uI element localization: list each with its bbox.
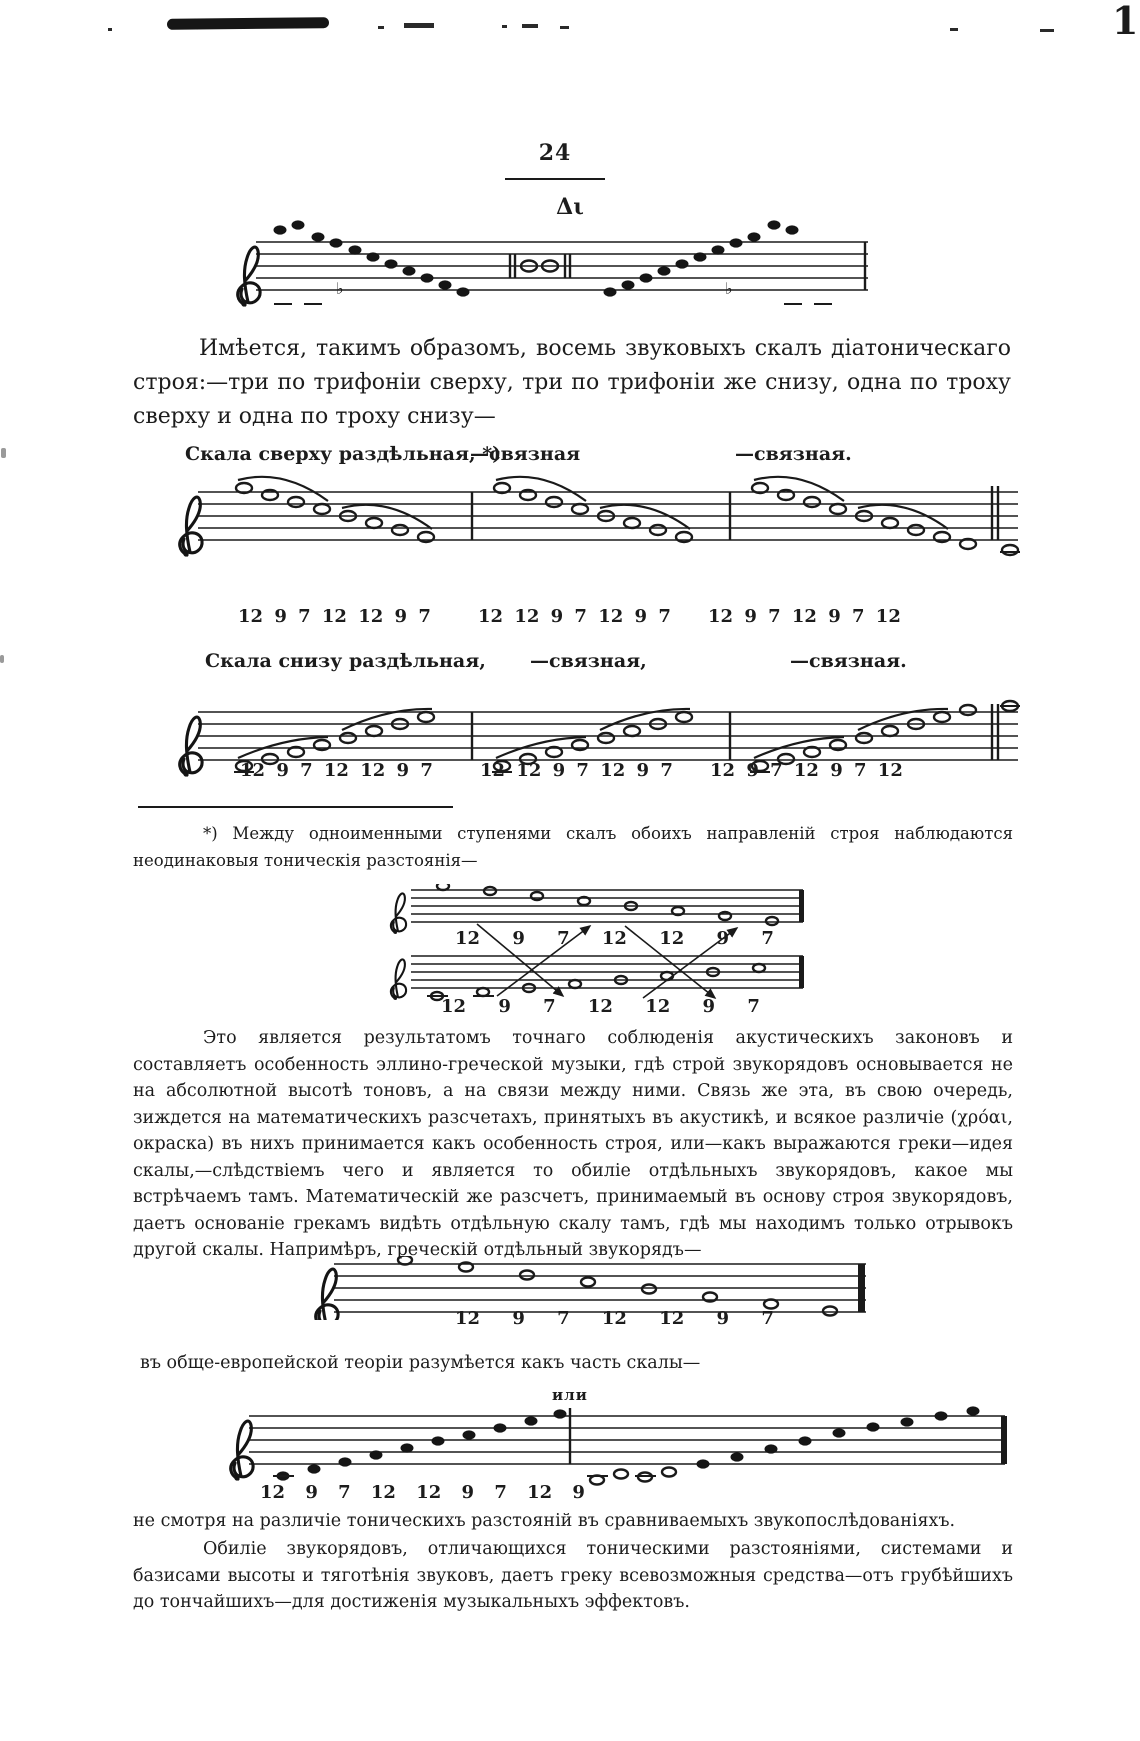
- scale-above-numbers-2: 12 12 9 7 12 9 7: [478, 606, 671, 627]
- bottom-staff-notes: [427, 964, 765, 1000]
- footnote-text: *) Между одноименными ступенями скалъ обоихъ направленій строя наблюдаются неодинаковыя тоническія разстоянія—: [133, 824, 1013, 870]
- page-number-rule: [505, 178, 605, 180]
- flat-signs: [336, 279, 733, 298]
- european-theory-line: въ обще-европейской теоріи разумѣется какъ часть скалы—: [140, 1353, 701, 1373]
- closing-paragraph: Обиліе звукорядовъ, отличающихся тоническими разстояніями, системами и базисами высоты и тяготѣнія звуковъ, даетъ греку всевозможныя средства—отъ грубѣйшихъ до тончайшихъ—для достиженія музыкальныхъ эффектовъ.: [133, 1539, 1013, 1612]
- greek-scale-numbers: 12 9 7 12 12 9 7: [455, 1308, 774, 1329]
- staff-lines: [256, 242, 868, 290]
- scan-dash-artifact: [950, 28, 958, 31]
- treble-clef-icon: [231, 1421, 253, 1481]
- treble-clef-icon: [180, 497, 202, 557]
- footnote-figure: [385, 884, 815, 1024]
- part-scale-numbers: 12 9 7 12 12 9 7 12 9: [260, 1482, 585, 1503]
- music-staff-overview: [228, 218, 883, 322]
- treble-clef-icon: [238, 247, 260, 307]
- descending-notes: [274, 220, 470, 296]
- corner-page-mark: 1: [1112, 0, 1139, 43]
- scale-below-numbers-1: 12 9 7 12 12 9 7: [240, 760, 433, 781]
- scan-dash-artifact: [404, 23, 434, 28]
- music-staff-part-scale: [225, 1402, 1010, 1490]
- measure-2-notes: [494, 477, 692, 542]
- or-label: или: [552, 1386, 588, 1404]
- scan-dash-artifact: [108, 28, 112, 31]
- scan-speck: [1, 448, 6, 458]
- scan-smear-artifact: [167, 17, 329, 30]
- scale-above-caption-2: —связная: [470, 443, 581, 465]
- scan-dash-artifact: [1040, 29, 1054, 32]
- scale-above-numbers-1: 12 9 7 12 12 9 7: [238, 606, 431, 627]
- scale-below-caption-2: —связная,: [530, 650, 647, 672]
- page-number: 24: [538, 140, 572, 166]
- scale-below-caption-3: —связная.: [790, 650, 907, 672]
- closing-line: не смотря на различіе тоническихъ разстояній въ сравниваемыхъ звукопослѣдованіяхъ.: [133, 1511, 956, 1531]
- music-staff-scale-above: [172, 472, 1022, 572]
- treble-clef-icon: [391, 893, 406, 934]
- overview-figure-label: Δι: [556, 194, 584, 220]
- measure-1-notes: [236, 477, 434, 542]
- scale-below-numbers-3: 12 9 7 12 9 7 12: [710, 760, 903, 781]
- left-ascending-notes: [273, 1409, 567, 1480]
- staff-lines: [334, 1264, 866, 1312]
- scale-below-caption-1: Скала снизу раздѣльная,: [205, 650, 486, 672]
- footnote-rule: [138, 806, 453, 808]
- svg-text:♭: ♭: [725, 279, 733, 298]
- right-ascending-notes: [587, 1406, 980, 1484]
- scale-above-caption-3: —связная.: [735, 443, 852, 465]
- footnote-numbers-top: 12 9 7 12 12 9 7: [455, 928, 774, 949]
- scan-speck: [0, 655, 4, 663]
- scale-above-caption-1: Скала сверху раздѣльная, *): [185, 443, 502, 465]
- scan-dash-artifact: [522, 24, 538, 28]
- scan-dash-artifact: [560, 26, 569, 29]
- scan-dash-artifact: [502, 25, 507, 28]
- staff-lines-bottom: [411, 956, 804, 988]
- treble-clef-icon: [180, 717, 202, 777]
- staff-lines-top: [411, 890, 804, 922]
- intro-paragraph: Имѣется, такимъ образомъ, восемь звуковыхъ скалъ діатоническаго строя:—три по трифоніи сверху, три по трифоніи же снизу, одна по троху сверху и одна по троху снизу—: [133, 336, 1011, 429]
- scale-above-numbers-3: 12 9 7 12 9 7 12: [708, 606, 901, 627]
- ascending-notes: [604, 220, 799, 296]
- treble-clef-icon: [391, 959, 406, 1000]
- descending-notes: [398, 1256, 837, 1316]
- footnote-numbers-bottom: 12 9 7 12 12 9 7: [441, 996, 760, 1017]
- main-paragraph: Это является результатомъ точнаго соблюденія акустическихъ законовъ и составляетъ особенность эллино-греческой музыки, гдѣ строй звукорядовъ основывается не на абсолютной высотѣ тоновъ, а на связи между ними. Связь же эта, въ свою очередь, зиждется на математическихъ разсчетахъ, принятыхъ въ акустикѣ, и всякое различіе (χρόαι, окраска) въ нихъ принимается какъ особенность строя, или—какъ выражаются греки—идея скалы,—слѣдствіемъ чего и является то обиліе отдѣльныхъ звукорядовъ, какое мы встрѣчаемъ тамъ. Математическій же разсчетъ, принимаемый въ основу строя звукорядовъ, даетъ основаніе грекамъ видѣть отдѣльную скалу тамъ, гдѣ мы находимъ только отрывокъ другой скалы. Напримѣръ, греческій отдѣльный звукорядъ—: [133, 1028, 1013, 1260]
- staff-lines: [249, 1408, 1007, 1464]
- scale-below-numbers-2: 12 12 9 7 12 9 7: [480, 760, 673, 781]
- scan-dash-artifact: [378, 26, 384, 29]
- svg-text:♭: ♭: [336, 279, 344, 298]
